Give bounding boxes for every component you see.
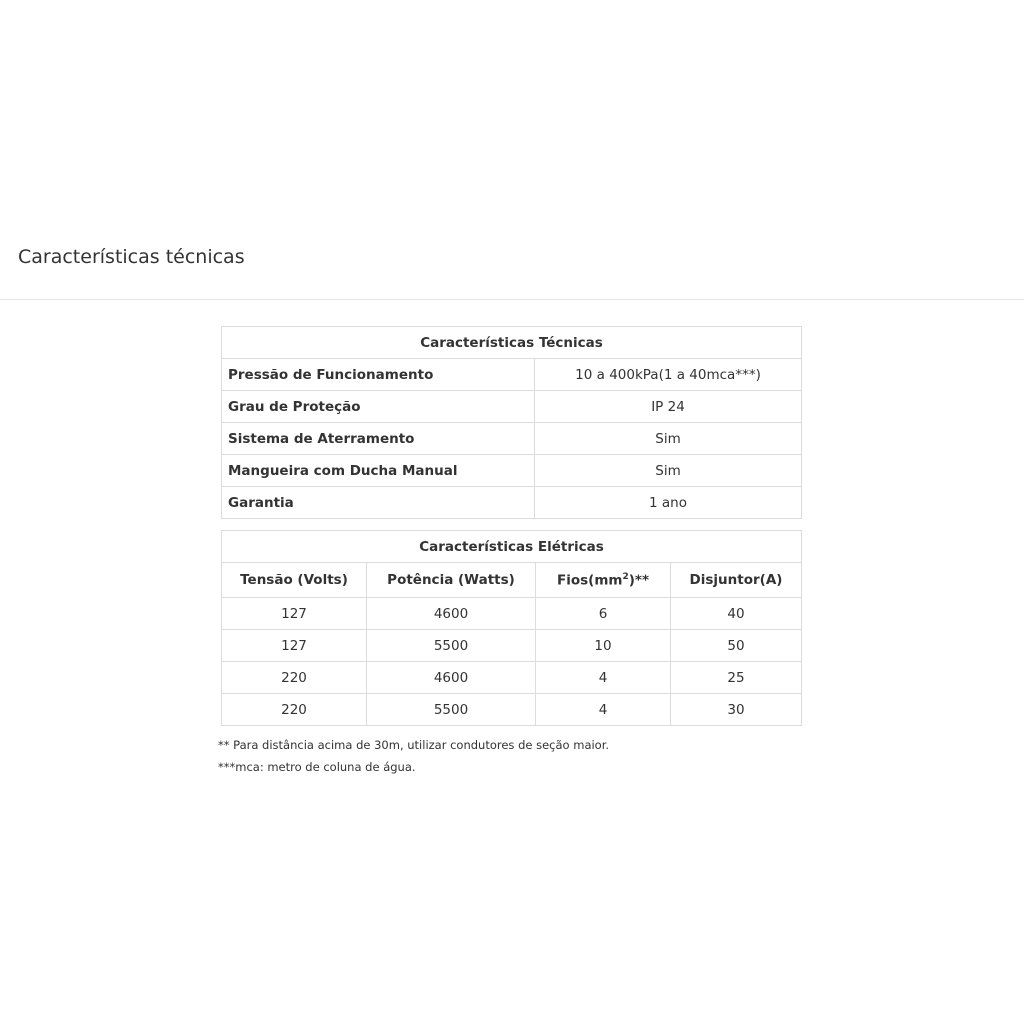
- cell-breaker: 50: [671, 630, 802, 662]
- column-header-power: Potência (Watts): [367, 563, 536, 598]
- cell-breaker: 30: [671, 694, 802, 726]
- table-row: [222, 455, 802, 487]
- technical-table-title: Características Técnicas: [222, 327, 802, 359]
- cell-power: 5500: [367, 694, 536, 726]
- row-label: Sistema de Aterramento: [222, 423, 535, 455]
- footnote: ***mca: metro de coluna de água.: [218, 760, 416, 774]
- cell-wires: 4: [536, 662, 671, 694]
- table-row: [222, 694, 802, 726]
- cell-voltage: 127: [222, 630, 367, 662]
- row-value: 10 a 400kPa(1 a 40mca***): [535, 359, 802, 391]
- table-row: [222, 487, 802, 519]
- electrical-characteristics-table: [221, 530, 802, 726]
- section-divider: [0, 299, 1024, 300]
- section-title: Características técnicas: [18, 246, 245, 268]
- row-label: Pressão de Funcionamento: [222, 359, 535, 391]
- table-row: [222, 662, 802, 694]
- wires-suffix: )**: [628, 572, 650, 589]
- wires-label: Fios(mm: [556, 572, 623, 589]
- table-row: [222, 630, 802, 662]
- row-label: Mangueira com Ducha Manual: [222, 455, 535, 487]
- cell-breaker: 40: [671, 598, 802, 630]
- cell-voltage: 127: [222, 598, 367, 630]
- table-header-row: [222, 327, 802, 359]
- row-value: IP 24: [535, 391, 802, 423]
- electrical-table-title: Características Elétricas: [222, 531, 802, 563]
- specifications-image: [218, 326, 804, 778]
- cell-breaker: 25: [671, 662, 802, 694]
- cell-voltage: 220: [222, 662, 367, 694]
- table-header-row: [222, 531, 802, 563]
- cell-power: 4600: [367, 598, 536, 630]
- row-value: Sim: [535, 455, 802, 487]
- footnote: ** Para distância acima de 30m, utilizar condutores de seção maior.: [218, 738, 610, 752]
- cell-power: 4600: [367, 662, 536, 694]
- column-header-wires: [536, 563, 671, 598]
- technical-characteristics-table: [221, 326, 802, 519]
- footnotes: [218, 734, 804, 778]
- cell-wires: 10: [536, 630, 671, 662]
- wires-superscript: 2: [622, 571, 629, 582]
- row-label: Grau de Proteção: [222, 391, 535, 423]
- table-row: [222, 391, 802, 423]
- cell-power: 5500: [367, 630, 536, 662]
- table-row: [222, 598, 802, 630]
- table-row: [222, 359, 802, 391]
- row-label: Garantia: [222, 487, 535, 519]
- column-header-voltage: Tensão (Volts): [222, 563, 367, 598]
- cell-wires: 6: [536, 598, 671, 630]
- cell-wires: 4: [536, 694, 671, 726]
- column-header-row: [222, 563, 802, 598]
- table-row: [222, 423, 802, 455]
- row-value: Sim: [535, 423, 802, 455]
- row-value: 1 ano: [535, 487, 802, 519]
- cell-voltage: 220: [222, 694, 367, 726]
- column-header-breaker: Disjuntor(A): [671, 563, 802, 598]
